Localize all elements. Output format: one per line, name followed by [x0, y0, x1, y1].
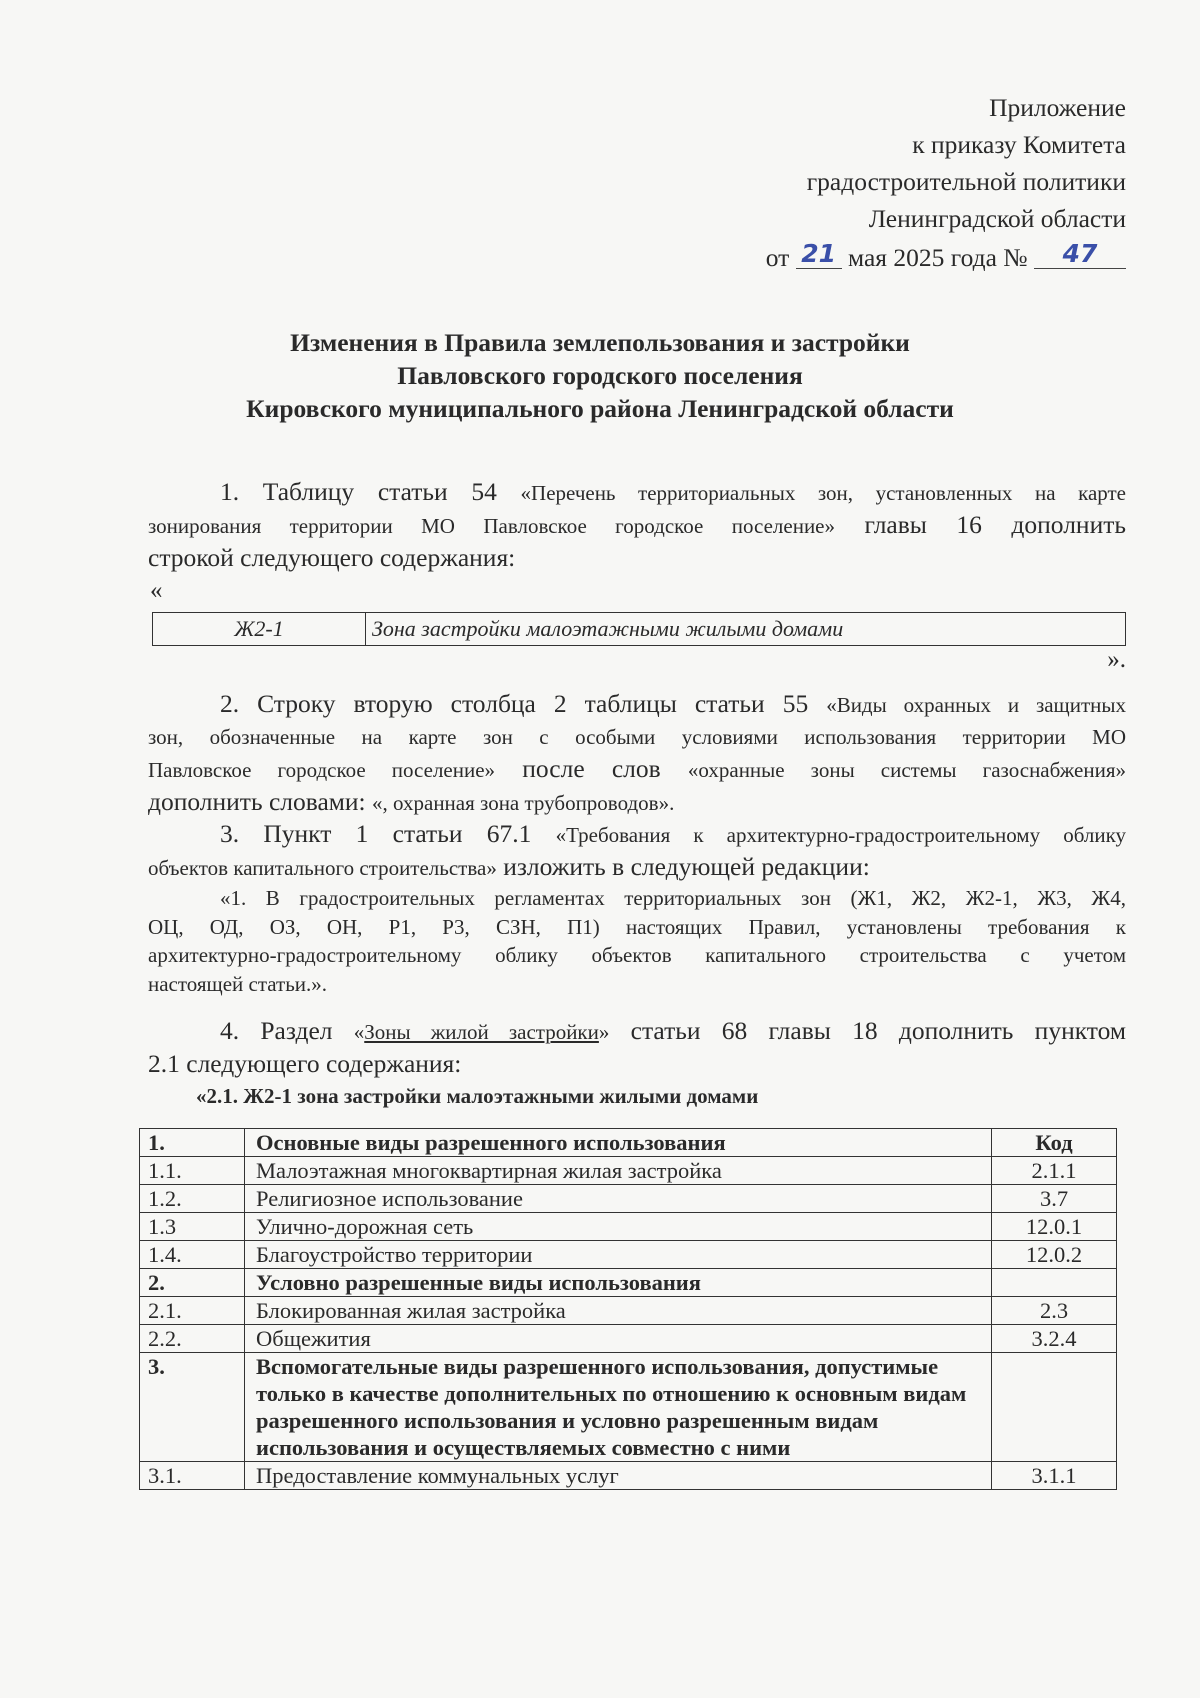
item-2-line-2: зон, обозначенные на карте зон с особыми условиями использования территории МО — [148, 725, 1126, 749]
table-row — [140, 1462, 1117, 1490]
row-number-cell: 2.1. — [140, 1297, 245, 1325]
open-quote: « — [150, 577, 163, 604]
row-number-cell: 3. — [140, 1353, 245, 1462]
document-title — [0, 326, 1200, 425]
item-1-text-cont: главы 16 дополнить — [835, 510, 1126, 539]
date-prefix: от — [765, 243, 790, 272]
item-2-added-words: «, охранная зона трубопроводов». — [372, 791, 675, 815]
row-name-cell: Условно разрешенные виды использования — [245, 1269, 992, 1297]
item-4-line-1 — [148, 1015, 1126, 1048]
permitted-uses-table-body — [140, 1129, 1117, 1490]
row-name-cell: Блокированная жилая застройка — [245, 1297, 992, 1325]
table-row — [140, 1353, 1117, 1462]
item-1-line-1 — [148, 476, 1126, 509]
table-row — [140, 1213, 1117, 1241]
table-row — [140, 1185, 1117, 1213]
header-line-4: Ленинградской области — [868, 204, 1126, 233]
row-code-cell: 12.0.2 — [992, 1241, 1117, 1269]
item-4-text: 4. Раздел — [220, 1016, 354, 1045]
item-4-section-name: Зоны жилой застройки — [364, 1020, 599, 1044]
header-line-1: Приложение — [989, 93, 1126, 122]
zone-subtitle: «2.1. Ж2-1 зона застройки малоэтажными жилыми домами — [196, 1084, 759, 1108]
zone-table — [152, 612, 1126, 646]
row-name-cell: Вспомогательные виды разрешенного использования, допустимые только в качестве дополнительных по отношению к основным видам разрешенного использования и условно разрешенным видам использования и осуществляемых совместно с ними — [245, 1353, 992, 1462]
zone-name-cell: Зона застройки малоэтажными жилыми домами — [372, 616, 844, 641]
row-code-cell: 3.1.1 — [992, 1462, 1117, 1490]
row-number-cell: 1.1. — [140, 1157, 245, 1185]
row-name-cell: Благоустройство территории — [245, 1241, 992, 1269]
table-row — [140, 1129, 1117, 1157]
item-1-text: 1. Таблицу статьи 54 — [220, 477, 521, 506]
item-1-paragraph — [148, 476, 1126, 574]
row-name-cell: Общежития — [245, 1325, 992, 1353]
handwritten-day: 21 — [801, 239, 837, 268]
header-line-2: к приказу Комитета — [912, 130, 1126, 159]
item-1-quote: «Перечень территориальных зон, установленных на карте — [520, 481, 1126, 505]
item-4-close-quote: » — [598, 1020, 610, 1044]
item-2-line-1 — [148, 688, 1126, 721]
row-name-cell: Малоэтажная многоквартирная жилая застройка — [245, 1157, 992, 1185]
row-number-cell: 1.2. — [140, 1185, 245, 1213]
item-4-text-end: статьи 68 главы 18 дополнить пунктом — [609, 1016, 1126, 1045]
item-3-text: 3. Пункт 1 статьи 67.1 — [220, 819, 556, 848]
title-line-2: Павловского городского поселения — [397, 361, 803, 390]
row-code-cell: 3.2.4 — [992, 1325, 1117, 1353]
title-line-1: Изменения в Правила землепользования и застройки — [290, 328, 910, 357]
order-date-line — [766, 240, 1126, 276]
row-name-cell: Предоставление коммунальных услуг — [245, 1462, 992, 1490]
row-code-cell: Код — [992, 1129, 1117, 1157]
item-3-quote-end: объектов капитального строительства» — [148, 856, 497, 880]
row-name-cell: Религиозное использование — [245, 1185, 992, 1213]
date-day-blank — [796, 240, 842, 269]
row-name-cell: Основные виды разрешенного использования — [245, 1129, 992, 1157]
zone-code-cell: Ж2-1 — [153, 613, 366, 645]
item-4-line-2: 2.1 следующего содержания: — [148, 1049, 462, 1078]
item-3-paragraph — [148, 818, 1126, 884]
row-code-cell: 3.7 — [992, 1185, 1117, 1213]
item-3-quoted-line-3: архитектурно-градостроительному облику объектов капитального строительства с учетом — [148, 943, 1126, 967]
table-row — [140, 1157, 1117, 1185]
row-code-cell: 12.0.1 — [992, 1213, 1117, 1241]
item-2-line-3 — [148, 753, 1126, 786]
row-code-cell: 2.1.1 — [992, 1157, 1117, 1185]
item-4-open-quote: « — [353, 1020, 365, 1044]
table-row — [140, 1241, 1117, 1269]
table-row — [140, 1297, 1117, 1325]
order-number-blank — [1034, 240, 1126, 269]
row-number-cell: 2. — [140, 1269, 245, 1297]
item-2-quote-end: Павловское городское поселение» — [148, 758, 496, 782]
item-2-text-end: дополнить словами: — [148, 787, 373, 816]
table-row — [140, 1269, 1117, 1297]
row-code-cell — [992, 1353, 1117, 1462]
item-3-quoted-line-2: ОЦ, ОД, ОЗ, ОН, Р1, Р3, СЗН, П1) настоящих Правил, установлены требования к — [148, 914, 1126, 939]
row-number-cell: 1.4. — [140, 1241, 245, 1269]
item-2-paragraph — [148, 688, 1126, 819]
close-quote: ». — [1107, 646, 1126, 673]
item-3-quoted-text — [148, 884, 1126, 998]
row-code-cell — [992, 1269, 1117, 1297]
row-number-cell: 1.3 — [140, 1213, 245, 1241]
item-2-text-mid: после слов — [495, 754, 688, 783]
item-3-text-end: изложить в следующей редакции: — [496, 852, 870, 881]
row-code-cell: 2.3 — [992, 1297, 1117, 1325]
date-middle: мая 2025 года № — [848, 243, 1028, 272]
item-3-line-1 — [148, 818, 1126, 851]
item-2-text: 2. Строку вторую столбца 2 таблицы статьи 55 — [220, 689, 827, 718]
row-number-cell: 3.1. — [140, 1462, 245, 1490]
table-row — [140, 1325, 1117, 1353]
handwritten-order-number: 47 — [1062, 239, 1098, 268]
item-3-line-2 — [148, 851, 1126, 884]
row-name-cell: Улично-дорожная сеть — [245, 1213, 992, 1241]
item-3-quoted-line-1: «1. В градостроительных регламентах территориальных зон (Ж1, Ж2, Ж2-1, Ж3, Ж4, — [220, 886, 1126, 910]
item-2-quote: «Виды охранных и защитных — [826, 693, 1126, 717]
item-1-line-2 — [148, 509, 1126, 542]
permitted-uses-table — [139, 1128, 1117, 1490]
row-number-cell: 1. — [140, 1129, 245, 1157]
item-4-paragraph — [148, 1015, 1126, 1080]
item-2-line-4 — [148, 786, 1126, 819]
title-line-3: Кировского муниципального района Ленинградской области — [246, 394, 954, 423]
row-number-cell: 2.2. — [140, 1325, 245, 1353]
item-1-quote-cont: зонирования территории МО Павловское городское поселение» — [148, 514, 836, 538]
item-1-line-3: строкой следующего содержания: — [148, 543, 516, 572]
item-3-quoted-line-4: настоящей статьи.». — [148, 971, 328, 996]
item-2-quote-words: «охранные зоны системы газоснабжения» — [687, 758, 1126, 782]
header-line-3: градостроительной политики — [806, 167, 1126, 196]
item-3-quote: «Требования к архитектурно-градостроительному облику — [555, 823, 1127, 847]
